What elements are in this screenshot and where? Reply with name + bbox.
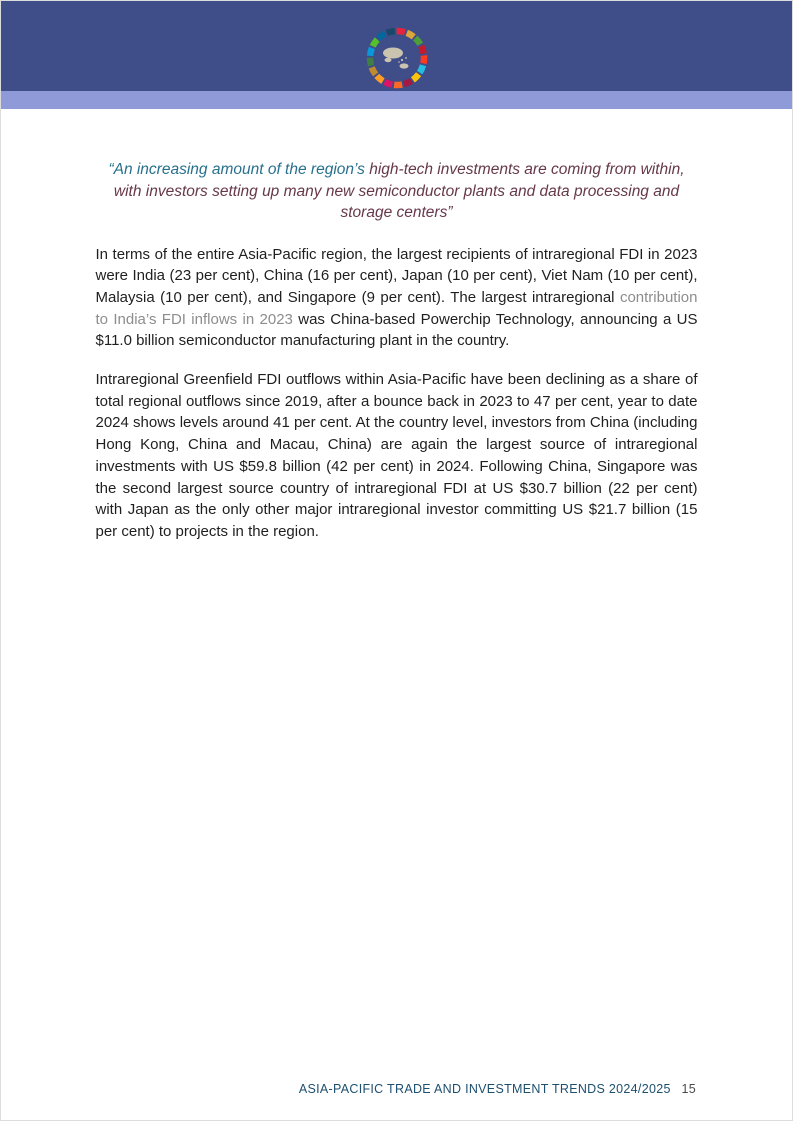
page-content	[96, 159, 698, 543]
p1-text-after: was China-based Powerchip Technology, announcing a US $11.0 billion semiconductor manufacturing plant in the country.	[95, 310, 698, 350]
sdg-wheel-logo-icon	[366, 27, 428, 89]
quote-emphasis-text: high-tech investments are coming from within, with investors setting up many new semiconductor plants and data processing and storage centers”	[113, 161, 685, 221]
paragraph-2: Intraregional Greenfield FDI outflows within Asia-Pacific have been declining as a share of total regional outflows since 2019, after a bounce back in 2023 to 47 per cent, year to date 2024 shows levels around 41 per cent. At the country level, investors from China (including Hong Kong, China and Macau, China) are again the largest source of intraregional investments with US $59.8 billion (42 per cent) in 2024. Following China, Singapore was the second largest source country of intraregional FDI at US $30.7 billion (22 per cent) with Japan as the only other major intraregional investor committing US $21.7 billion (15 per cent) to projects in the region.	[95, 371, 698, 540]
accent-band	[1, 91, 792, 109]
footer-report-title: ASIA-PACIFIC TRADE AND INVESTMENT TRENDS 2024/2025	[298, 1082, 671, 1096]
sdg-wheel-svg	[366, 27, 428, 89]
p1-text-before: In terms of the entire Asia-Pacific region, the largest recipients of intraregional FDI in 2023 were India (23 per cent), China (16 per cent), Japan (10 per cent), Viet Nam (10 per cent), Malaysia (10 per cent), and Singapore (9 per cent). The largest intraregional	[95, 245, 698, 306]
page-footer	[299, 1082, 696, 1096]
quote-opening-text: “An increasing amount of the region’s	[108, 161, 370, 178]
page-number: 15	[681, 1082, 696, 1096]
page-header-band	[1, 1, 792, 91]
paragraph-1	[96, 244, 698, 353]
p1-inline-link[interactable]: contribution to India’s FDI inflows in 2023	[95, 288, 698, 328]
pull-quote	[104, 159, 689, 224]
